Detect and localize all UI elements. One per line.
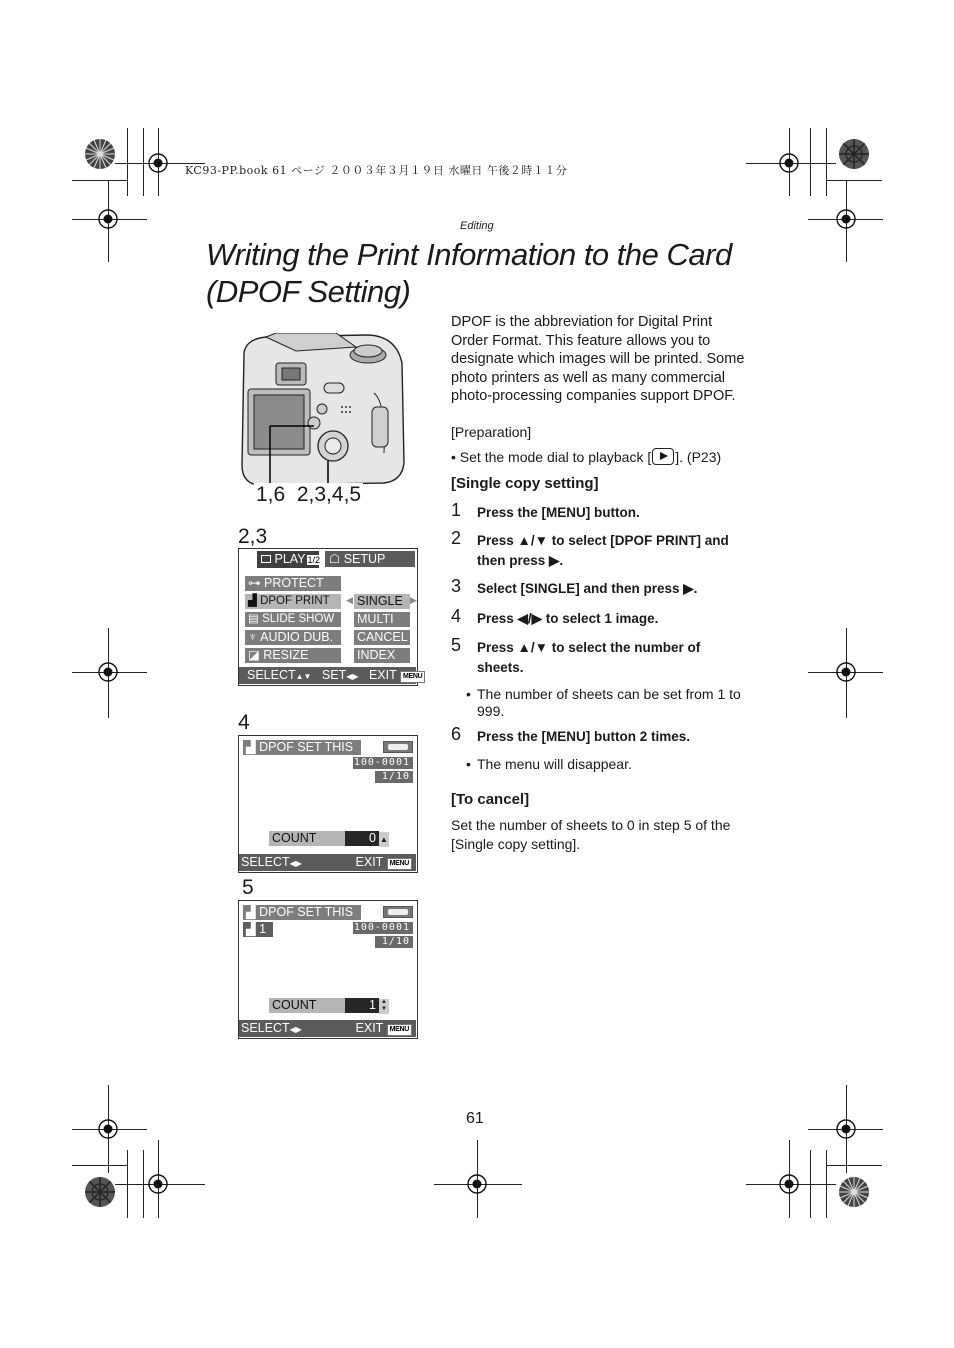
battery-icon [383,906,413,918]
battery-icon [383,741,413,753]
updown-icon: ▲ ▼ [379,999,389,1014]
frame-counter: 1/10 [375,771,413,783]
menu-button-icon: MENU [387,1024,412,1036]
color-target-icon [838,138,870,170]
menu-item-dpof-print: ▟ DPOF PRINT [245,594,341,609]
count-label: COUNT [269,831,345,846]
registration-mark-icon [777,151,801,175]
camera-callout-label: 1,6 2,3,4,5 [256,483,362,506]
lcd-dpof-screen [238,735,418,873]
setup-icon: ☖ [329,552,341,566]
tab-setup [325,551,415,567]
menu-item-protect: ⊶ PROTECT [245,576,341,591]
camera-illustration [236,333,408,493]
print-icon: ▟ [246,740,256,754]
menu-item-resize: ◪ RESIZE [245,648,341,663]
tab-play-label: PLAY [274,552,306,566]
page-title: Writing the Print Information to the Card (DPOF Setting) [206,237,732,309]
lcd-dpof-screen [238,900,418,1039]
menu-button-icon: MENU [400,671,425,683]
print-icon: ▟ [246,905,256,919]
lcd-menu-screen [238,548,423,686]
arrow-right-icon: ▶ [410,595,417,605]
registration-mark-icon [834,660,858,684]
menu-item-audio-dub: ♆ AUDIO DUB. [245,630,341,645]
option-index: INDEX [354,648,410,663]
registration-mark-icon [96,207,120,231]
tab-setup-label: SETUP [343,552,386,566]
dpof-title: ▟ DPOF SET THIS [243,905,361,920]
menu-button-icon: MENU [387,858,412,870]
print-header-line: KC93-PP.book 61 ページ ２００３年３月１９日 水曜日 午後２時１１分 [185,164,568,177]
up-arrow-icon: ▲ [379,832,389,847]
registration-mark-icon [146,151,170,175]
microphone-icon: ♆ [248,630,258,644]
preparation-heading: [Preparation] [451,424,532,440]
arrow-left-icon: ◀ [346,595,353,605]
tab-play [257,551,319,568]
leftright-icon: ◀▶ [289,1025,302,1034]
resize-icon: ◪ [248,648,260,662]
slideshow-icon: ▤ [248,613,259,625]
page-number: 61 [466,1110,484,1127]
color-target-icon [84,1176,116,1208]
playback-icon [652,448,674,465]
file-number: 100-0001 [353,757,413,769]
option-multi: MULTI [354,612,410,627]
playback-icon [261,555,271,563]
registration-mark-icon [96,1117,120,1141]
dpof-footer: SELECT◀▶ EXIT MENU [239,1020,416,1037]
leftright-icon: ◀▶ [346,672,359,681]
option-cancel: CANCEL [354,630,410,645]
leftright-icon: ◀▶ [289,859,302,868]
count-value: 0 [345,831,379,846]
preparation-bullet: • Set the mode dial to playback [ ]. (P23) [451,449,722,465]
dpof-footer: SELECT◀▶ EXIT MENU [239,854,416,871]
option-single: SINGLE [354,594,410,609]
frame-counter: 1/10 [375,936,413,948]
registration-mark-icon [777,1172,801,1196]
updown-icon: ▲▼ [295,672,312,681]
count-value: 1 [345,998,379,1013]
cancel-text: Set the number of sheets to 0 in step 5 of the [Single copy setting]. [451,817,731,852]
print-icon: ▟ [248,595,257,607]
registration-mark-icon [96,660,120,684]
single-copy-heading: [Single copy setting] [451,475,599,492]
file-number: 100-0001 [353,922,413,934]
menu-item-slide-show: ▤ SLIDE SHOW [245,612,341,627]
tab-play-page: 1/2 [307,555,321,565]
registration-mark-icon [834,1117,858,1141]
registration-mark-icon [465,1172,489,1196]
count-label: COUNT [269,998,345,1013]
menu-footer: SELECT▲▼ SET◀▶ EXIT MENU [239,667,416,684]
print-icon: ▟ [246,922,256,936]
key-icon: ⊶ [248,576,261,590]
sheet-count: ▟ 1 [243,922,273,937]
section-label: Editing [460,220,494,232]
registration-mark-icon [146,1172,170,1196]
registration-mark-icon [834,207,858,231]
dpof-title: ▟ DPOF SET THIS [243,740,361,755]
intro-paragraph: DPOF is the abbreviation for Digital Print Order Format. This feature allows you to designate which images will be printed. Some photo printers as well as many commercial photo-processing companies support DPOF. [451,314,745,404]
color-target-icon [838,1176,870,1208]
screen-label: 5 [242,876,254,899]
color-target-icon [84,138,116,170]
cancel-heading: [To cancel] [451,791,530,808]
screen-label: 2,3 [238,525,268,548]
screen-label: 4 [238,711,250,734]
